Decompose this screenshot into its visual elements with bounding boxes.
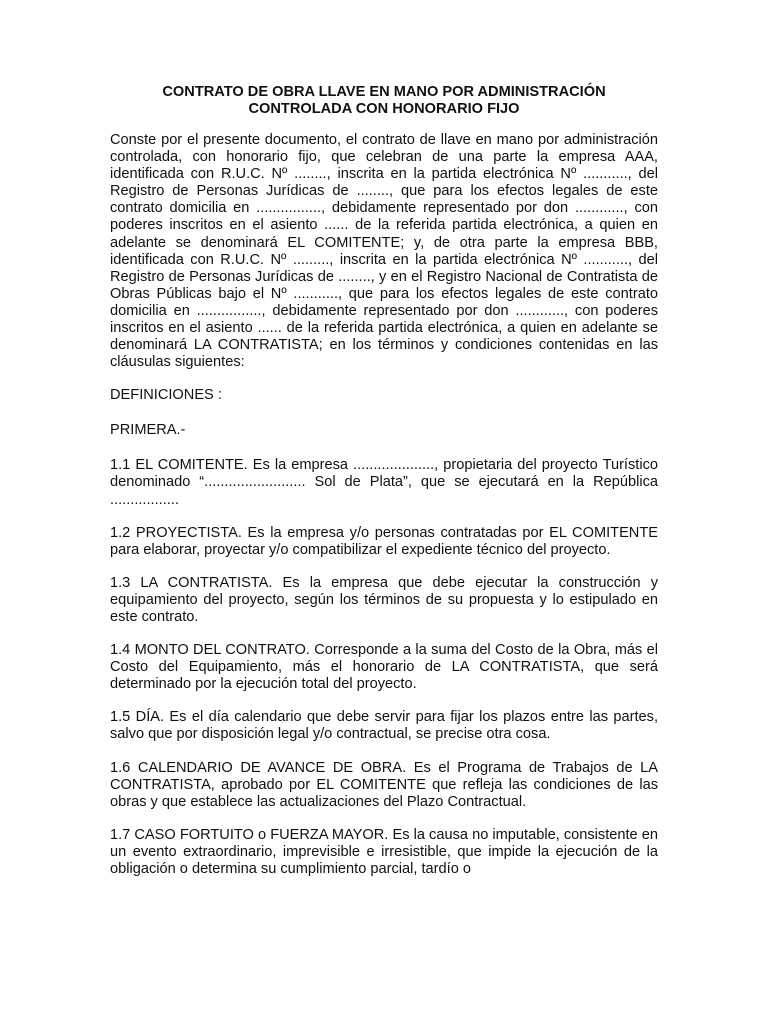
clause-1-7: 1.7 CASO FORTUITO o FUERZA MAYOR. Es la causa no imputable, consistente en un evento extraordinario, imprevisible e irresistible, que impide la ejecución de la obligación o determina su cumplimiento parcial, tardío o <box>110 826 658 877</box>
clause-1-2: 1.2 PROYECTISTA. Es la empresa y/o personas contratadas por EL COMITENTE para elaborar, proyectar y/o compatibilizar el expediente técnico del proyecto. <box>110 524 658 558</box>
title-line-2: CONTROLADA CON HONORARIO FIJO <box>248 101 520 117</box>
clause-1-6: 1.6 CALENDARIO DE AVANCE DE OBRA. Es el Programa de Trabajos de LA CONTRATISTA, aprobado por EL COMITENTE que refleja las condiciones de las obras y que establece las actualizaciones del Plazo Contractual. <box>110 759 658 810</box>
document-body <box>110 84 658 894</box>
clause-1-5: 1.5 DÍA. Es el día calendario que debe servir para fijar los plazos entre las partes, salvo que por disposición legal y/o contractual, se precise otra cosa. <box>110 709 658 743</box>
clause-1-4: 1.4 MONTO DEL CONTRATO. Corresponde a la suma del Costo de la Obra, más el Costo del Equipamiento, más el honorario de LA CONTRATISTA, que será determinado por la ejecución total del proyecto. <box>110 642 658 693</box>
document-title <box>110 84 658 118</box>
intro-paragraph: Conste por el presente documento, el contrato de llave en mano por administración controlada, con honorario fijo, que celebran de una parte la empresa AAA, identificada con R.U.C. Nº ........, inscrita en la partida electrónica Nº ..........., del Registro de Personas Jurídicas de ........, que para los efectos legales de este contrato domicilia en ................, debidamente representado por don ............, con poderes inscritos en el asiento ...... de la referida partida electrónica, a quien en adelante se denominará EL COMITENTE; y, de otra parte la empresa BBB, identificada con R.U.C. Nº ........., inscrita en la partida electrónica Nº ..........., del Registro de Personas Jurídicas de ........, y en el Registro Nacional de Contratista de Obras Públicas bajo el Nº ..........., que para los efectos legales de este contrato domicilia en ................, debidamente representado por don ............, con poderes inscritos en el asiento ...... de la referida partida electrónica, a quien en adelante se denominará LA CONTRATISTA; en los términos y condiciones contenidas en las cláusulas siguientes: <box>110 132 658 371</box>
title-line-1: CONTRATO DE OBRA LLAVE EN MANO POR ADMINISTRACIÓN <box>162 84 606 100</box>
clause-1-1: 1.1 EL COMITENTE. Es la empresa ...................., propietaria del proyecto Turístico denominado “......................... Sol de Plata”, que se ejecutará en la República ................. <box>110 457 658 508</box>
definitions-heading: DEFINICIONES : <box>110 387 222 404</box>
clause-1-3: 1.3 LA CONTRATISTA. Es la empresa que debe ejecutar la construcción y equipamiento del proyecto, según los términos de su propuesta y lo estipulado en este contrato. <box>110 574 658 625</box>
first-clause-heading: PRIMERA.- <box>110 422 186 439</box>
